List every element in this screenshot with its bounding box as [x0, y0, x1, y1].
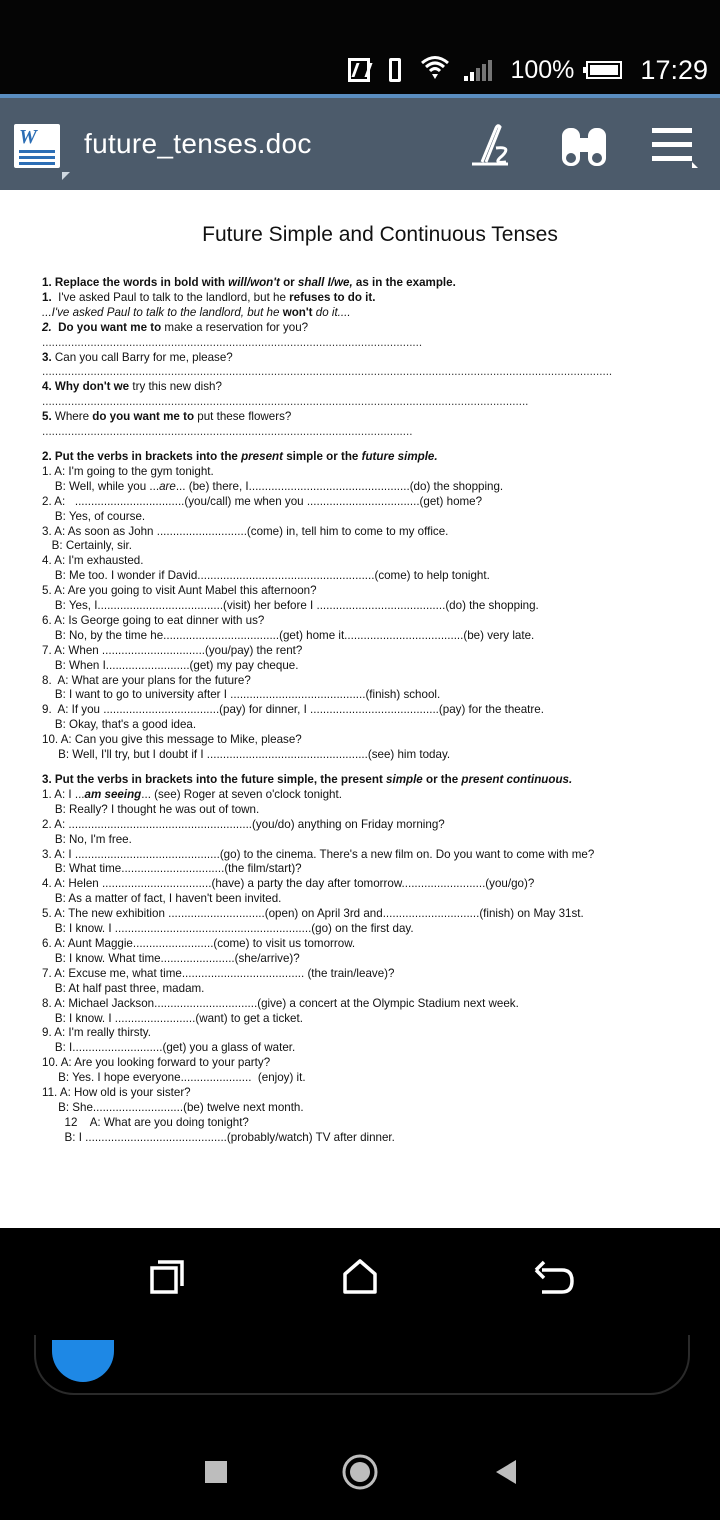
section-gap — [42, 763, 702, 773]
document-line: B: Certainly, sir. — [42, 539, 132, 553]
document-line: 9. A: If you ....................................(pay) for dinner, I ........................................(pay) for the theatre. — [42, 703, 544, 717]
document-line: 10. A: Can you give this message to Mike, please? — [42, 733, 302, 747]
section-gap — [42, 440, 702, 450]
document-line: 2. A: ..................................(you/call) me when you ...................................(get) home? — [42, 494, 483, 508]
navigation-bar — [0, 1228, 720, 1324]
document-line: B: I............................(get) you a glass of water. — [42, 1041, 296, 1055]
document-line: 5. A: Are you going to visit Aunt Mabel this afternoon? — [42, 584, 317, 598]
signal-icon — [464, 59, 496, 81]
document-line: 4. Why don't we try this new dish? — [42, 380, 222, 394]
document-line: 11. A: How old is your sister? — [42, 1086, 191, 1100]
document-page[interactable] — [0, 190, 720, 1228]
document-line: 3. A: As soon as John ............................(come) in, tell him to come to my office. — [42, 524, 449, 538]
document-line: 1. A: I'm going to the gym tonight. — [42, 464, 214, 478]
document-line: 6. A: Aunt Maggie.........................(come) to visit us tomorrow. — [42, 936, 356, 950]
system-navigation — [0, 1440, 720, 1520]
document-line: B: I know. I .............................................................(go) on the first day. — [42, 922, 414, 936]
document-line: B: Yes, of course. — [42, 509, 146, 523]
edit-pen-icon[interactable] — [462, 118, 518, 174]
document-line: B: Really? I thought he was out of town. — [42, 802, 260, 816]
circle-home-icon[interactable] — [340, 1452, 380, 1492]
home-icon[interactable] — [335, 1252, 385, 1302]
document-line: 2. Do you want me to make a reservation for you? — [42, 320, 309, 334]
document-line: ....................................................................................................................................................... — [42, 395, 529, 409]
document-line: 7. A: When ................................(you/pay) the rent? — [42, 643, 303, 657]
document-line: 5. A: The new exhibition ..............................(open) on April 3rd and..............................(finish) on May 31st. — [42, 907, 584, 921]
clock-time: 17:29 — [640, 54, 708, 85]
document-line: ................................................................................................................................................................................. — [42, 365, 613, 379]
document-line: ...I've asked Paul to talk to the landlord, but he won't do it.... — [42, 305, 351, 319]
document-line: B: She............................(be) twelve next month. — [42, 1100, 304, 1114]
wifi-icon — [420, 54, 450, 87]
document-line: 2. A: .........................................................(you/do) anything on Friday morning? — [42, 817, 445, 831]
battery-icon — [586, 61, 622, 79]
back-icon[interactable] — [528, 1252, 578, 1302]
document-line: B: As a matter of fact, I haven't been invited. — [42, 892, 282, 906]
document-line: B: Well, while you ...are... (be) there, I..................................................(do) the shopping. — [42, 479, 504, 493]
document-line: 8. A: Michael Jackson................................(give) a concert at the Olympic Stadium next week. — [42, 996, 519, 1010]
binoculars-search-icon[interactable] — [556, 118, 612, 174]
document-line: 5. Where do you want me to put these flowers? — [42, 410, 292, 424]
document-line: B: I ............................................(probably/watch) TV after dinner. — [42, 1130, 395, 1144]
document-line: B: I want to go to university after I ..........................................(finish) school. — [42, 688, 441, 702]
document-line: 4. A: Helen ..................................(have) a party the day after tomorrow..........................(you/go)? — [42, 877, 535, 891]
document-line: 1. I've asked Paul to talk to the landlord, but he refuses to do it. — [42, 290, 376, 304]
document-line: B: Yes, I.......................................(visit) her before I ........................................(do) the shopping. — [42, 599, 539, 613]
document-line: B: I know. I .........................(want) to get a ticket. — [42, 1011, 303, 1025]
recent-apps-icon[interactable] — [142, 1252, 192, 1302]
document-line: ................................................................................................................... — [42, 425, 413, 439]
document-line: 10. A: Are you looking forward to your party? — [42, 1056, 271, 1070]
battery-percent: 100% — [510, 55, 575, 84]
document-line: 1. Replace the words in bold with will/won't or shall I/we, as in the example. — [42, 276, 456, 289]
document-title: Future Simple and Continuous Tenses — [202, 223, 558, 246]
document-line: B: Yes. I hope everyone...................... (enjoy) it. — [42, 1071, 306, 1085]
document-line: 7. A: Excuse me, what time...................................... (the train/leave)? — [42, 966, 395, 980]
document-line: ...................................................................................................................... — [42, 335, 423, 349]
document-line: 3. Put the verbs in brackets into the future simple, the present simple or the present continuous. — [42, 773, 573, 786]
document-line: B: I know. What time.......................(she/arrive)? — [42, 951, 300, 965]
document-file-name: future_tenses.doc — [84, 128, 312, 159]
document-line: B: At half past three, madam. — [42, 981, 205, 995]
document-line: B: Well, I'll try, but I doubt if I ..................................................(see) him today. — [42, 748, 451, 762]
triangle-back-icon[interactable] — [486, 1452, 526, 1492]
document-line: 8. A: What are your plans for the future? — [42, 673, 251, 687]
document-line: B: No, by the time he....................................(get) home it.....................................(be) very late. — [42, 628, 535, 642]
document-line: 3. A: I .............................................(go) to the cinema. There's a new film on. Do you want to come with me? — [42, 847, 595, 861]
app-toolbar — [0, 94, 720, 190]
document-line: B: No, I'm free. — [42, 832, 132, 846]
document-line: B: When I..........................(get) my pay cheque. — [42, 658, 299, 672]
word-doc-icon[interactable]: W — [14, 124, 60, 168]
document-line: B: Me too. I wonder if David.......................................................(come) to help tonight. — [42, 569, 490, 583]
document-line: 3. Can you call Barry for me, please? — [42, 350, 233, 364]
document-line: 1. A: I ...am seeing... (see) Roger at seven o'clock tonight. — [42, 787, 342, 801]
document-body — [42, 276, 702, 1146]
document-line: 4. A: I'm exhausted. — [42, 554, 144, 568]
document-line: B: Okay, that's a good idea. — [42, 718, 197, 732]
status-icons — [348, 52, 708, 88]
ghost-overlay-frame — [34, 1335, 690, 1395]
document-line: 12 A: What are you doing tonight? — [42, 1115, 249, 1129]
document-line: 2. Put the verbs in brackets into the present simple or the future simple. — [42, 449, 438, 463]
square-icon[interactable] — [196, 1452, 236, 1492]
document-line: B: What time................................(the film/start)? — [42, 862, 302, 876]
document-line: 9. A: I'm really thirsty. — [42, 1026, 151, 1040]
document-line: 6. A: Is George going to eat dinner with us? — [42, 613, 265, 627]
menu-icon[interactable] — [646, 118, 702, 174]
nfc-icon — [348, 58, 370, 82]
status-bar — [0, 0, 720, 94]
vibrate-icon — [384, 58, 406, 82]
